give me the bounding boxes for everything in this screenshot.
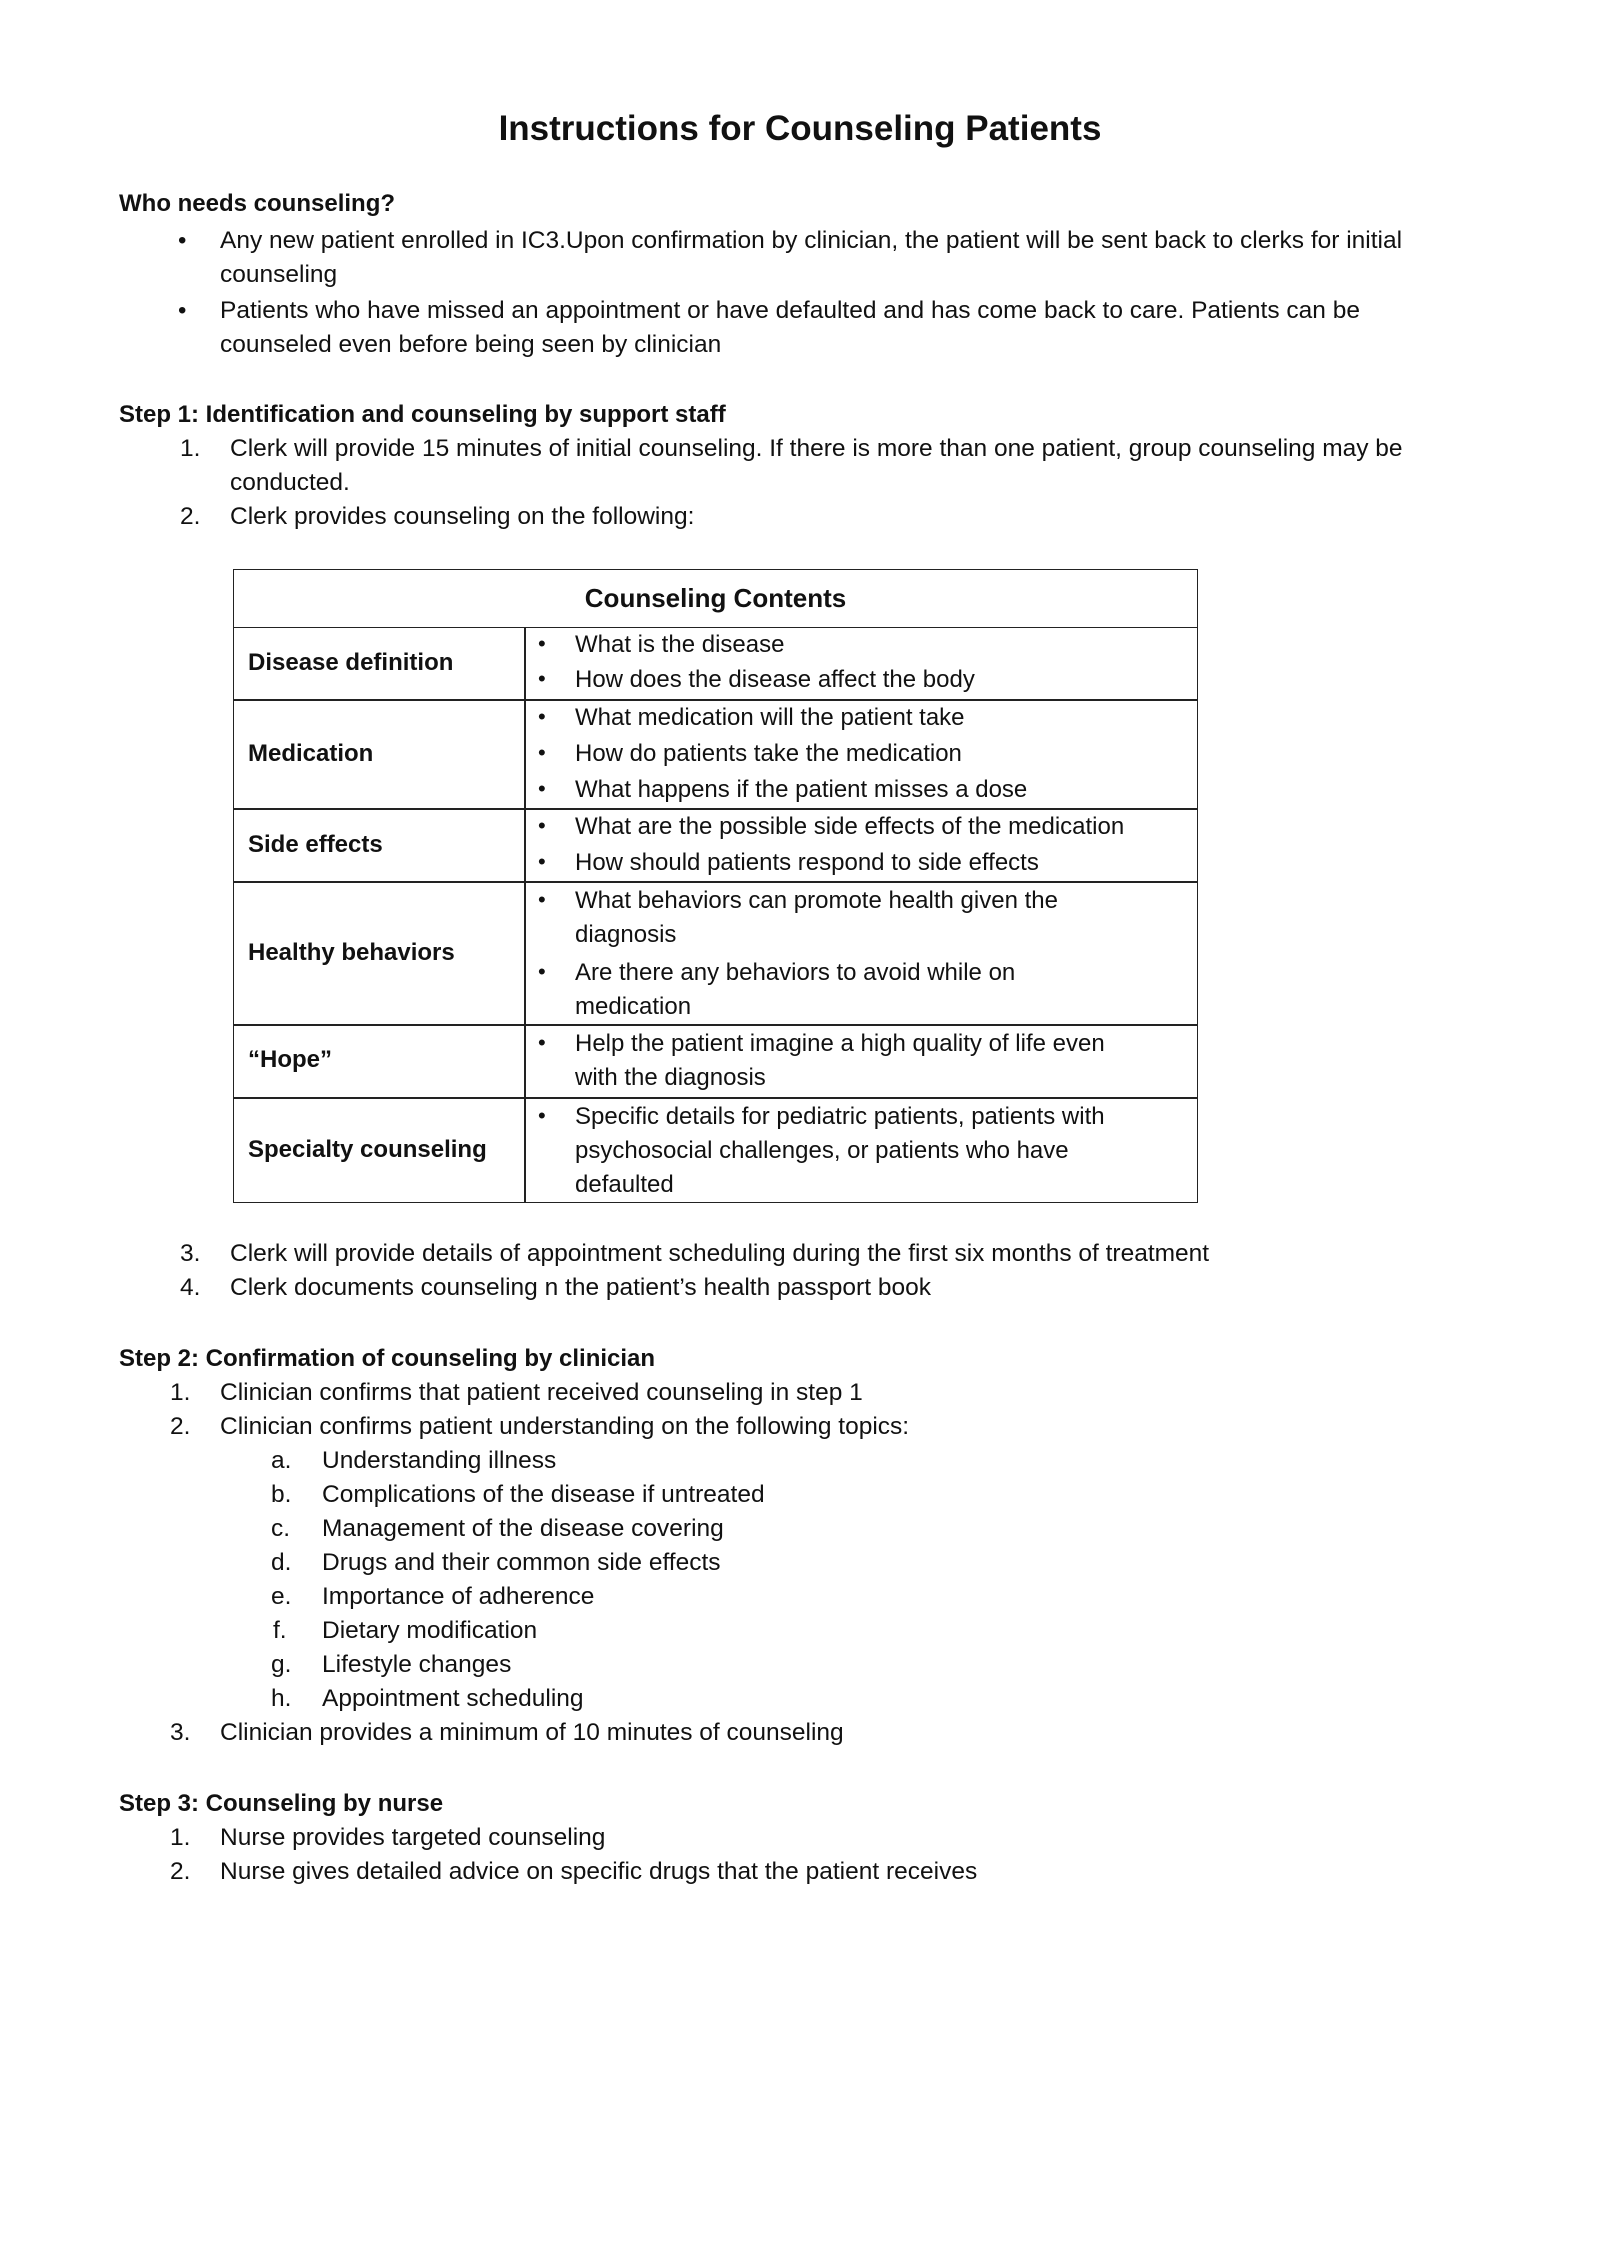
who-bullet-2-line-2: counseled even before being seen by clinician — [220, 331, 722, 358]
table-cell-text: diagnosis — [575, 921, 677, 948]
who-bullet-1-line-2: counseling — [220, 261, 338, 288]
subitem-text: Importance of adherence — [322, 1583, 595, 1610]
subitem-text: Drugs and their common side effects — [322, 1549, 721, 1576]
step1-item-1-line-2: conducted. — [230, 469, 350, 496]
row-label-healthy-behaviors: Healthy behaviors — [248, 939, 455, 966]
step1-item-4-line-1: Clerk documents counseling n the patient’s health passport book — [230, 1274, 931, 1301]
step2-item-1-text: Clinician confirms that patient received counseling in step 1 — [220, 1379, 863, 1406]
subitem-letter: b. — [271, 1481, 292, 1508]
table-cell-text: with the diagnosis — [575, 1064, 766, 1091]
bullet-icon: • — [538, 1030, 546, 1055]
bullet-icon: • — [538, 704, 546, 729]
subitem-letter: g. — [271, 1651, 292, 1678]
subitem-letter: d. — [271, 1549, 292, 1576]
subitem-text: Dietary modification — [322, 1617, 538, 1644]
step3-item-1-number: 1. — [170, 1824, 191, 1851]
bullet-icon: • — [538, 631, 546, 656]
table-cell-text: What behaviors can promote health given the — [575, 887, 1058, 914]
subitem-text: Management of the disease covering — [322, 1515, 724, 1542]
row-label-disease-definition: Disease definition — [248, 649, 454, 676]
table-cell-text: What is the disease — [575, 631, 785, 658]
table-cell-text: What happens if the patient misses a dose — [575, 776, 1028, 803]
row-divider — [234, 1097, 1197, 1099]
table-cell-text: defaulted — [575, 1171, 674, 1198]
row-divider — [234, 1024, 1197, 1026]
table-cell-text: How do patients take the medication — [575, 740, 962, 767]
row-label-medication: Medication — [248, 740, 374, 767]
table-cell-text: Help the patient imagine a high quality of life even — [575, 1030, 1105, 1057]
subitem-text: Understanding illness — [322, 1447, 557, 1474]
bullet-icon: • — [538, 666, 546, 691]
table-cell-text: medication — [575, 993, 692, 1020]
step3-item-2-text: Nurse gives detailed advice on specific drugs that the patient receives — [220, 1858, 978, 1885]
step2-item-3-number: 3. — [170, 1719, 191, 1746]
bullet-icon: • — [178, 297, 187, 324]
bullet-icon: • — [538, 776, 546, 801]
table-cell-text: psychosocial challenges, or patients who have — [575, 1137, 1069, 1164]
subitem-letter: h. — [271, 1685, 292, 1712]
step2-item-2-number: 2. — [170, 1413, 191, 1440]
table-cell-text: What medication will the patient take — [575, 704, 965, 731]
bullet-icon: • — [538, 887, 546, 912]
bullet-icon: • — [538, 740, 546, 765]
counseling-contents-table — [233, 569, 1198, 1203]
table-cell-text: What are the possible side effects of the medication — [575, 813, 1125, 840]
table-cell-text: Specific details for pediatric patients, patients with — [575, 1103, 1105, 1130]
row-label-hope: “Hope” — [248, 1046, 332, 1073]
bullet-icon: • — [538, 1103, 546, 1128]
step1-item-1-line-1: Clerk will provide 15 minutes of initial counseling. If there is more than one patient, group counseling may be — [230, 435, 1403, 462]
table-header: Counseling Contents — [234, 570, 1197, 628]
step1-heading: Step 1: Identification and counseling by support staff — [119, 401, 726, 428]
step2-heading: Step 2: Confirmation of counseling by clinician — [119, 1345, 656, 1372]
row-label-specialty-counseling: Specialty counseling — [248, 1136, 487, 1163]
step3-heading: Step 3: Counseling by nurse — [119, 1790, 444, 1817]
subitem-letter: e. — [271, 1583, 292, 1610]
subitem-text: Lifestyle changes — [322, 1651, 512, 1678]
bullet-icon: • — [538, 959, 546, 984]
subitem-text: Appointment scheduling — [322, 1685, 584, 1712]
subitem-letter: f. — [273, 1617, 287, 1644]
row-label-side-effects: Side effects — [248, 831, 383, 858]
table-cell-text: How should patients respond to side effects — [575, 849, 1039, 876]
step1-item-4-number: 4. — [180, 1274, 201, 1301]
step3-item-1-text: Nurse provides targeted counseling — [220, 1824, 606, 1851]
step1-item-1-number: 1. — [180, 435, 201, 462]
subitem-letter: a. — [271, 1447, 292, 1474]
step3-item-2-number: 2. — [170, 1858, 191, 1885]
row-divider — [234, 881, 1197, 883]
step1-item-3-number: 3. — [180, 1240, 201, 1267]
bullet-icon: • — [538, 849, 546, 874]
bullet-icon: • — [178, 227, 187, 254]
step2-item-3-text: Clinician provides a minimum of 10 minutes of counseling — [220, 1719, 844, 1746]
bullet-icon: • — [538, 813, 546, 838]
step2-item-1-number: 1. — [170, 1379, 191, 1406]
subitem-letter: c. — [271, 1515, 291, 1542]
step1-item-3-line-1: Clerk will provide details of appointment scheduling during the first six months of treatment — [230, 1240, 1210, 1267]
who-heading: Who needs counseling? — [119, 190, 396, 217]
step2-item-2-text: Clinician confirms patient understanding on the following topics: — [220, 1413, 910, 1440]
step1-item-2-line-1: Clerk provides counseling on the following: — [230, 503, 695, 530]
who-bullet-2-line-1: Patients who have missed an appointment or have defaulted and has come back to care. Patients can be — [220, 297, 1360, 324]
step1-item-2-number: 2. — [180, 503, 201, 530]
document-title: Instructions for Counseling Patients — [498, 109, 1102, 148]
column-divider — [524, 627, 526, 1202]
table-cell-text: How does the disease affect the body — [575, 666, 975, 693]
subitem-text: Complications of the disease if untreated — [322, 1481, 765, 1508]
table-cell-text: Are there any behaviors to avoid while on — [575, 959, 1016, 986]
who-bullet-1-line-1: Any new patient enrolled in IC3.Upon confirmation by clinician, the patient will be sent back to clerks for initial — [220, 227, 1403, 254]
